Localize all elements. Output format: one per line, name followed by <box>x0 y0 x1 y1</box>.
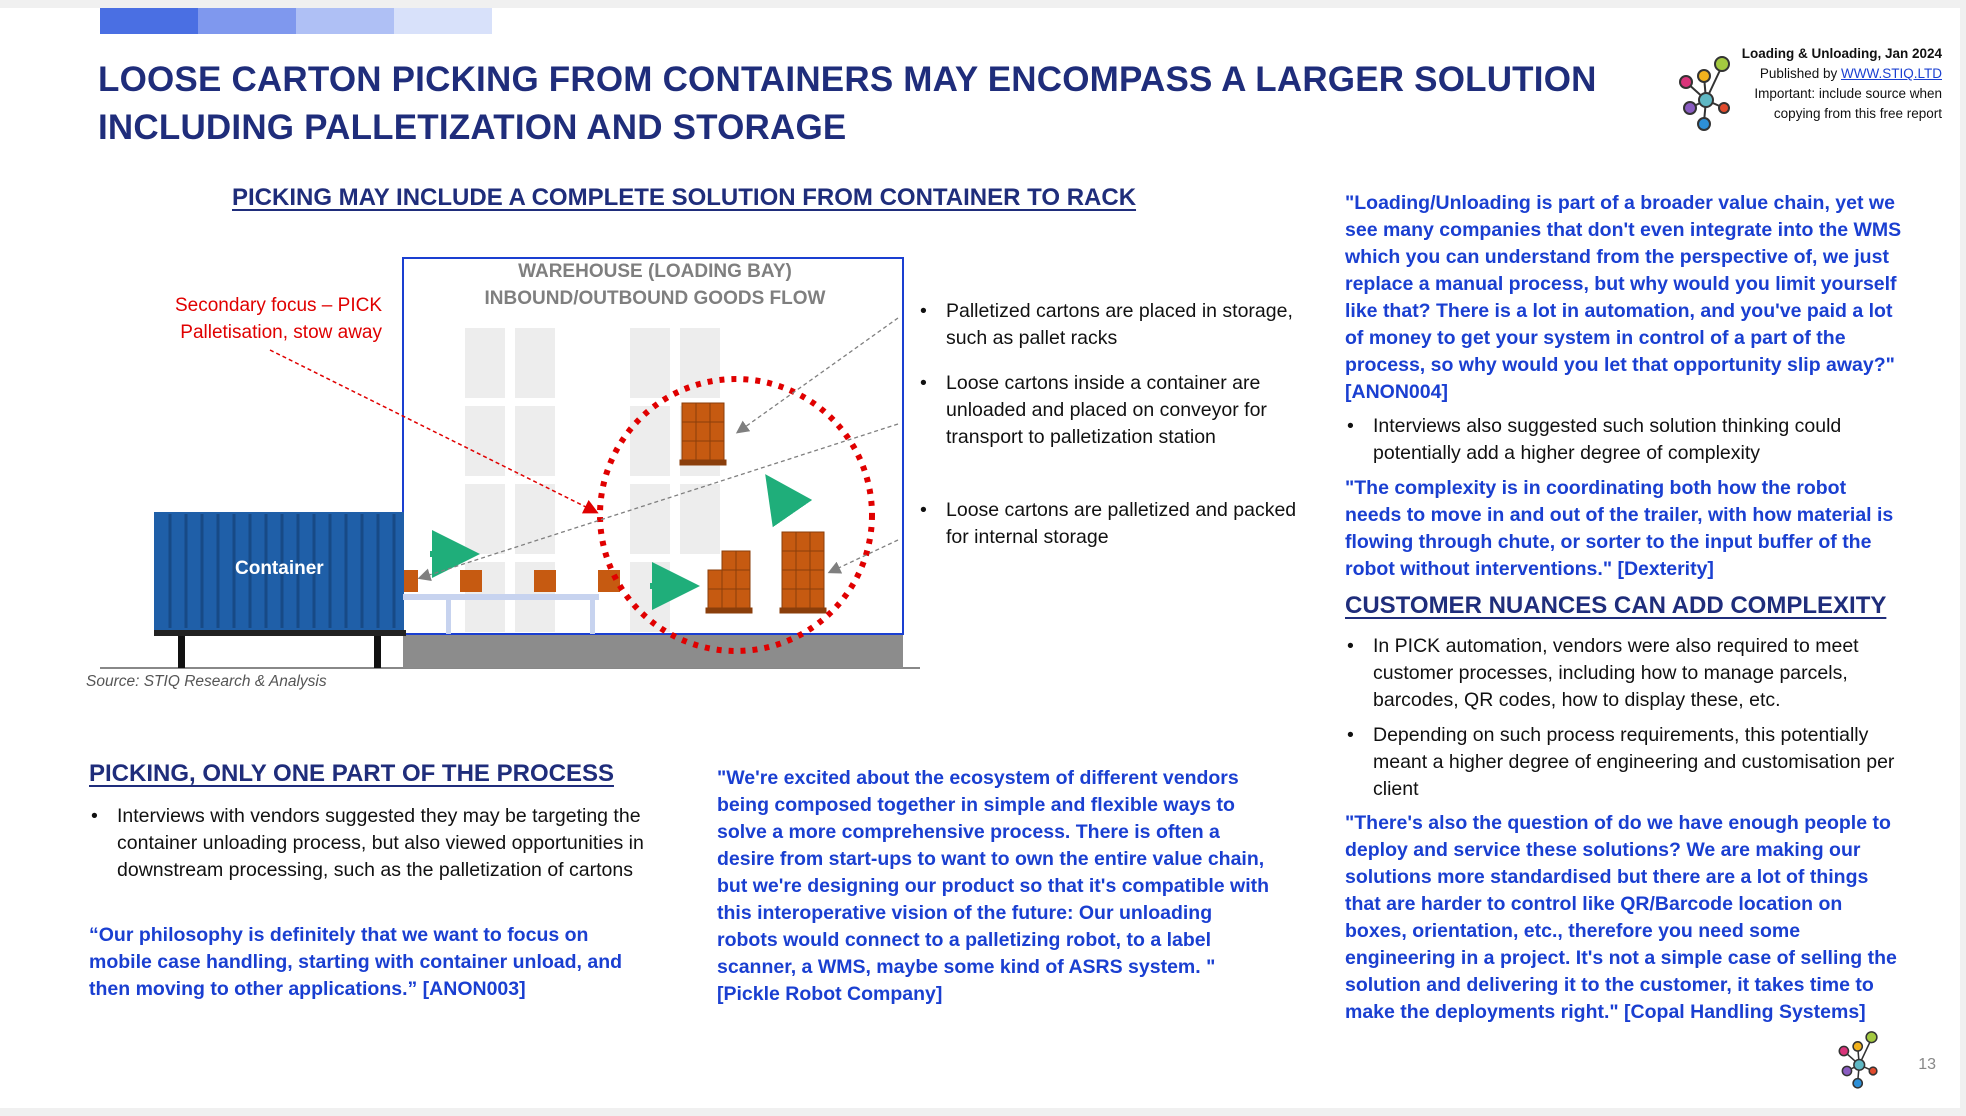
page-title: LOOSE CARTON PICKING FROM CONTAINERS MAY ENCOMPASS A LARGER SOLUTION INCLUDING PALLETIZATION AND STORAGE <box>98 60 1597 147</box>
left-quote: “Our philosophy is definitely that we want to focus on mobile case handling, starting with container unload, and then moving to other applications.” [ANON003] <box>89 924 623 1000</box>
diagram-bullet-1: • Palletized cartons are placed in storage, such as pallet racks <box>918 298 1298 352</box>
secondary-focus-label: Secondary focus – PICK Palletisation, stow away <box>175 295 382 343</box>
diagram-bullet-2: • Loose cartons inside a container are unloaded and placed on conveyor for transport to palletization station <box>918 370 1298 451</box>
footer-logo-icon <box>1836 1028 1884 1094</box>
left-bullet: • Interviews with vendors suggested they may be targeting the container unloading process, but also viewed opportunities in downstream processing, such as the palletization of cartons <box>89 803 644 884</box>
stiq-link[interactable]: WWW.STIQ.LTD <box>1841 66 1942 81</box>
left-section-heading: PICKING, ONLY ONE PART OF THE PROCESS <box>89 760 614 787</box>
stiq-logo-icon <box>1676 52 1738 138</box>
right-quote-2: "The complexity is in coordinating both how the robot needs to move in and out of the trailer, with how material is flowing through chute, or sorter to the input buffer of the robot without interventions." [Dexterity] <box>1345 477 1894 580</box>
diagram-bullets <box>918 298 1298 559</box>
page-number: 13 <box>1918 1056 1936 1073</box>
right-bullet-2: • In PICK automation, vendors were also required to meet customer processes, including how to manage parcels, barcodes, QR codes, how to display these, etc. <box>1345 633 1905 714</box>
publisher-info: Loading & Unloading, Jan 2024 Published by WWW.STIQ.LTD Important: include source when copying from this free report <box>1741 46 1942 121</box>
source-note: Source: STIQ Research & Analysis <box>86 673 327 690</box>
right-bullet-3: • Depending on such process requirements, this potentially meant a higher degree of engineering and customisation per client <box>1345 722 1905 803</box>
right-bullet-1-container <box>1345 413 1905 475</box>
right-bullets <box>1345 633 1905 811</box>
warehouse-label: WAREHOUSE (LOADING BAY) INBOUND/OUTBOUND GOODS FLOW <box>484 261 826 309</box>
right-quote-1: "Loading/Unloading is part of a broader value chain, yet we see many companies that don't even integrate into the WMS which you can understand from the perspective of, we just replace a manual process, but why would you limit yourself like that? There is a lot in automation, and you've paid a lot of money to get your system in control of a part of the process, so why would you let that opportunity slip away?" [ANON004] <box>1345 192 1902 403</box>
diagram-heading: PICKING MAY INCLUDE A COMPLETE SOLUTION FROM CONTAINER TO RACK <box>232 184 1137 211</box>
right-section-heading: CUSTOMER NUANCES CAN ADD COMPLEXITY <box>1345 592 1887 619</box>
left-section-text <box>89 803 644 892</box>
slide <box>0 8 1960 1108</box>
middle-quote: "We're excited about the ecosystem of different vendors being composed together in simple and flexible ways to solve a more comprehensive process. There is often a desire from start-ups to want to own the entire value chain, but we're designing our product so that it's compatible with this interoperative vision of the future: Our unloading robots would connect to a palletizing robot, to a label scanner, a WMS, maybe some kind of ASRS system. " [Pickle Robot Company] <box>717 767 1270 1005</box>
right-bullet-1: • Interviews also suggested such solution thinking could potentially add a higher degree of complexity <box>1345 413 1905 467</box>
pallet-stack-2 <box>780 532 826 613</box>
shipping-container <box>154 512 406 668</box>
pallet-stack-racked <box>680 403 726 465</box>
right-quote-3: "There's also the question of do we have enough people to deploy and service these solutions? We are making our solutions more standardised but there are a lot of things that are harder to control like QR/Barcode location on boxes, orientation, etc., therefore you need some engineering in a project. It's not a simple case of selling the solution and delivering it to the customer, it takes time to make the deployments right." [Copal Handling Systems] <box>1345 812 1897 1023</box>
diagram-bullet-3: • Loose cartons are palletized and packed for internal storage <box>918 497 1298 551</box>
floor-slab <box>403 634 903 668</box>
container-label: Container <box>235 558 324 579</box>
top-color-bar <box>100 8 500 34</box>
